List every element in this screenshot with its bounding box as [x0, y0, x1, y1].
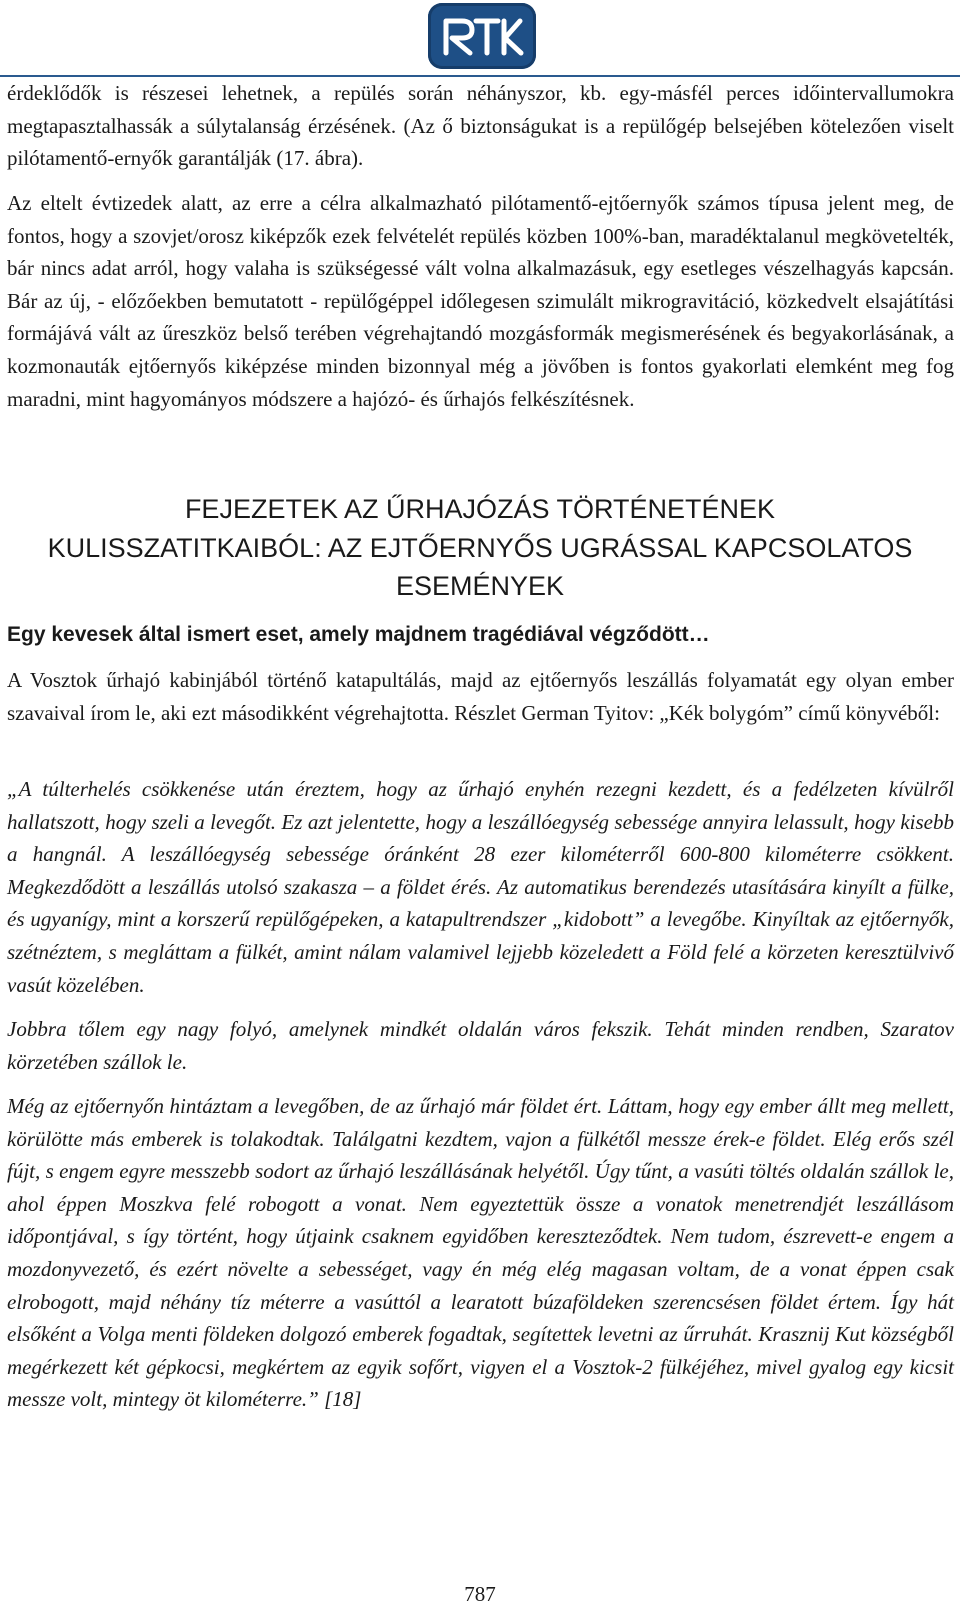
section-title: Egy kevesek által ismert eset, amely majdnem tragédiával végződött… [7, 623, 710, 646]
chapter-title [0, 490, 960, 606]
rtk-logo-icon [434, 11, 530, 61]
paragraph-parachutes: Az eltelt évtizedek alatt, az erre a célra alkalmazható pilótamentő-ejtőernyők számos típusa jelent meg, de fontos, hogy a szovjet/orosz kiképzők ezek felvételét repülés közben 100%-ban, maradéktalanul megkövetelték, bár nincs adat arról, hogy valaha is szükségessé vált volna alkalmazásuk, egy esetleges vészelhagyás kapcsán. Bár az új, - előzőekben bemutatott - repülőgéppel időlegesen szimulált mikrogravitáció, közkedvelt elsajátítási formájává vált az űreszköz belső terében végrehajtandó mozgásformák megismerésének és begyakorlásának, a kozmonauták ejtőernyős kiképzése minden bizonnyal még a jövőben is fontos gyakorlati elemként meg fog maradni, mint hagyományos módszere a hajózó- és űrhajós felkészítésnek. [7, 191, 954, 411]
quote-paragraph-1: „A túlterhelés csökkenése után éreztem, hogy az űrhajó enyhén rezegni kezdett, és a fedélzeten kívülről hallatszott, hogy szeli a levegőt. Ez azt jelentette, hogy a leszállóegység sebessége annyira lelassult, hogy kisebb a hangnál. A leszállóegység sebessége óránként 28 ezer kilométerről 600-800 kilométerre csökkent. Megkezdődött a leszállás utolsó szakasza – a földet érés. Az automatikus berendezés utasítására kinyílt a fülke, és ugyanígy, mint a korszerű repülőgépeken, a katapultrendszer „kidobott” a levegőbe. Kinyíltak az ejtőernyők, szétnéztem, s megláttam a fülkét, amint nálam valamivel lejjebb közeledett a Föld felé a körzeten keresztülvivő vasút közelében. [7, 777, 954, 997]
quote-paragraph-3: Még az ejtőernyőn hintáztam a levegőben, de az űrhajó már földet ért. Láttam, hogy egy ember állt meg mellett, körülötte más emberek is tolakodtak. Találgatni kezdtem, vajon a fülkétől messze érek-e földet. Elég erős szél fújt, s engem egyre messzebb sodort az űrhajó leszállásának helyétől. Úgy tűnt, a vasúti töltés oldalán szállok le, ahol éppen Moszkva felé robogott a vonat. Nem egyeztettük össze a vonatok menetrendjét leszállásom időpontjával, s így történt, hogy útjaink csaknem egyidőben kereszteződtek. Nem tudom, észrevett-e engem a mozdonyvezető, és ezért növelte a sebességet, vagy én még elég magasan voltam, de a vonat éppen csak elrobogott, majd néhány tíz méterre a vasúttól a learatott búzaföldeken szerencsésen földet értem. Így hát elsőként a Volga menti földeken dolgozó emberek fogadtak, segítettek levetni az űrruhát. Krasznij Kut községből megérkezett két gépkocsi, megkértem az egyik sofőrt, vigyen el a Vosztok-2 fülkéjéhez, mivel gyalog egy kicsit messze volt, mintegy öt kilométerre.” [18] [7, 1094, 954, 1412]
chapter-title-line-3: ESEMÉNYEK [395, 571, 565, 601]
rtk-logo [428, 3, 536, 69]
chapter-title-line-2: KULISSZATITKAIBÓL: AZ EJTŐERNYŐS UGRÁSSAL KAPCSOLATOS [47, 532, 913, 563]
quote-paragraph-2: Jobbra tőlem egy nagy folyó, amelynek mindkét oldalán város fekszik. Tehát minden rendben, Szaratov körzetében szállok le. [7, 1017, 954, 1074]
chapter-title-line-1: FEJEZETEK AZ ŰRHAJÓZÁS TÖRTÉNETÉNEK [184, 494, 776, 524]
page-number: 787 [464, 1582, 496, 1606]
paragraph-vostok-intro: A Vosztok űrhajó kabinjából történő katapultálás, majd az ejtőernyős leszállás folyamatát egy olyan ember szavaival írom le, aki ezt másodikként végrehajtotta. Részlet German Tyitov: „Kék bolygóm” című könyvéből: [7, 668, 954, 725]
paragraph-intro: érdeklődők is részesei lehetnek, a repülés során néhányszor, kb. egy-másfél perces időintervallumokra megtapasztalhassák a súlytalanság érzésének. (Az ő biztonságukat is a repülőgép belsejében kötelezően viselt pilótamentő-ernyők garantálják (17. ábra). [7, 81, 954, 171]
